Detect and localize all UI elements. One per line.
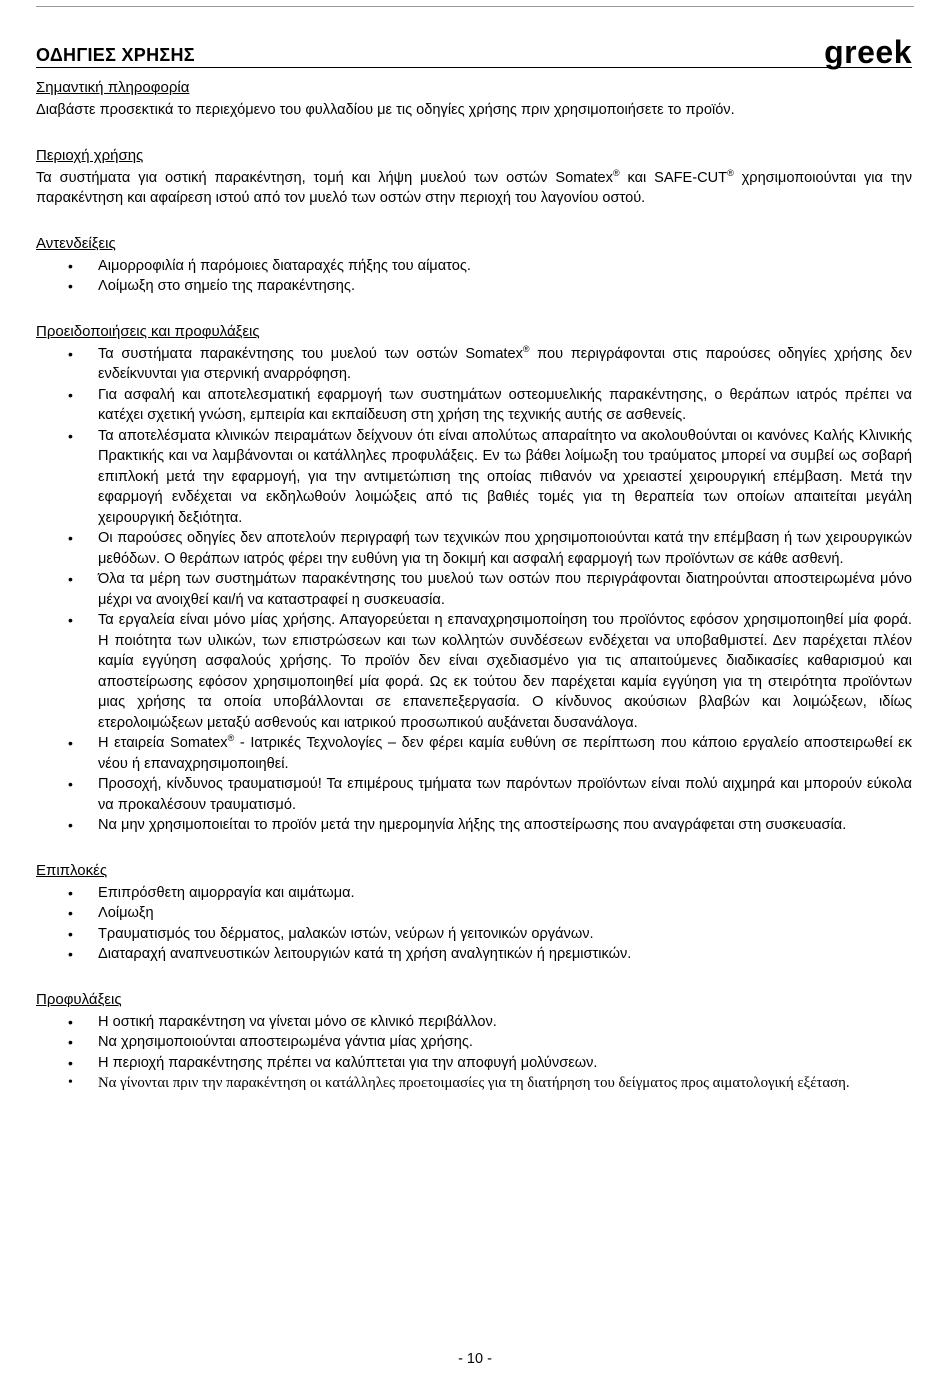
- list-item: • Να γίνονται πριν την παρακέντηση οι κατάλληλες προετοιμασίες για τη διατήρηση του δείγματος προς αιματολογική εξέταση.: [36, 1073, 912, 1094]
- document-title: ΟΔΗΓΙΕΣ ΧΡΗΣΗΣ: [36, 44, 195, 65]
- list-item: • Τα συστήματα παρακέντησης του μυελού των οστών Somatex® που περιγράφονται στις παρούσες οδηγίες χρήσης δεν ενδείκνυνται για στερνική αναρρόφηση.: [36, 344, 912, 385]
- list-item: • Η εταιρεία Somatex® - Ιατρικές Τεχνολογίες – δεν φέρει καμία ευθύνη σε περίπτωση που κάποιο εργαλείο αποστειρωθεί εκ νέου ή επαναχρησιμοποιηθεί.: [36, 733, 912, 774]
- list-item: • Αιμορροφιλία ή παρόμοιες διαταραχές πήξης του αίματος.: [36, 256, 912, 277]
- list-item: • Λοίμωξη: [36, 903, 912, 924]
- section-precautions: [36, 990, 912, 1094]
- top-rule: [36, 6, 914, 7]
- section-heading: Σημαντική πληροφορία: [36, 79, 190, 96]
- list-item: • Η οστική παρακέντηση να γίνεται μόνο σε κλινικό περιβάλλον.: [36, 1012, 912, 1033]
- section-heading: Περιοχή χρήσης: [36, 146, 144, 164]
- section-heading: Επιπλοκές: [36, 861, 108, 879]
- section-heading: Προειδοποιήσεις και προφυλάξεις: [36, 322, 260, 340]
- list-item: • Να μην χρησιμοποιείται το προϊόν μετά την ημερομηνία λήξης της αποστείρωσης που αναγράφεται στη συσκευασία.: [36, 815, 912, 836]
- section-heading: Αντενδείξεις: [36, 234, 116, 252]
- list-item: • Η περιοχή παρακέντησης πρέπει να καλύπτεται για την αποφυγή μολύνσεων.: [36, 1053, 912, 1074]
- section-contraindications: [36, 234, 912, 297]
- section-paragraph: Διαβάστε προσεκτικά το περιεχόμενο του φυλλαδίου με τις οδηγίες χρήσης πριν χρησιμοποιήσετε το προϊόν.: [36, 102, 735, 118]
- section-heading: Προφυλάξεις: [36, 990, 122, 1008]
- list-item: • Όλα τα μέρη των συστημάτων παρακέντησης του μυελού των οστών που περιγράφονται διατηρούνται αποστειρωμένα μόνο μέχρι να ανοιχθεί και/ή να καταστραφεί η συσκευασία.: [36, 569, 912, 610]
- bullet-list: [36, 1012, 912, 1094]
- list-item: • Επιπρόσθετη αιμορραγία και αιμάτωμα.: [36, 883, 912, 904]
- section-paragraph: Τα συστήματα για οστική παρακέντηση, τομή και λήψη μυελού των οστών Somatex® και SAFE-CUT® χρησιμοποιούνται για την παρακέντηση και αφαίρεση ιστού από τον μυελό των οστών στην περιοχή του λαγονίου οστού.: [36, 167, 912, 206]
- section-important-information: [36, 78, 912, 121]
- list-item: • Για ασφαλή και αποτελεσματική εφαρμογή των συστημάτων οστεομυελικής παρακέντησης, ο θεράπων ιατρός πρέπει να κατέχει σχετική γνώση, εμπειρία και εκπαίδευση στη χρήση της τεχνικής αυτής σε ασθενείς.: [36, 385, 912, 426]
- list-item: • Λοίμωξη στο σημείο της παρακέντησης.: [36, 276, 912, 297]
- bullet-list: [36, 344, 912, 836]
- list-item: • Διαταραχή αναπνευστικών λειτουργιών κατά τη χρήση αναλγητικών ή ηρεμιστικών.: [36, 944, 912, 965]
- section-warnings-and-precautions: [36, 322, 912, 836]
- page-header: [36, 34, 912, 68]
- list-item: • Οι παρούσες οδηγίες δεν αποτελούν περιγραφή των τεχνικών που χρησιμοποιούνται κατά την επέμβαση ή των χειρουργικών μεθόδων. Ο θεράπων ιατρός φέρει την ευθύνη για τη δοκιμή και ασφαλή εφαρμογή των προϊόντων σε κάθε ασθενή.: [36, 528, 912, 569]
- section-complications: [36, 861, 912, 965]
- list-item: • Τα εργαλεία είναι μόνο μίας χρήσης. Απαγορεύεται η επαναχρησιμοποίηση του προϊόντος εφόσον χρησιμοποιηθεί μία φορά. Η ποιότητα των υλικών, των επιστρώσεων και των κολλητών συνδέσεων ενδέχεται να υποβαθμιστεί. Δεν παρέχεται πλέον καμία εγγύηση ασφαλούς χρήσης. Το προϊόν δεν είναι σχεδιασμένο για τις απαιτούμενες διαδικασίες καθαρισμού και αποστείρωσης εφόσον χρησιμοποιηθεί μία φορά. Ως εκ τούτου δεν παρέχεται καμία εγγύηση για τη στειρότητα προϊόντων μιας χρήσης τα οποία υποβάλλονται σε επανεπεξεργασία. Ο κίνδυνος ακούσιων βλαβών και λοιμώξεων, ιδίως ετερολοιμώξεων μεταξύ ασθενούς και ιατρικού προσωπικού αυξάνεται δυσανάλογα.: [36, 610, 912, 733]
- language-label: greek: [824, 34, 912, 70]
- section-area-of-use: [36, 146, 912, 209]
- list-item: • Να χρησιμοποιούνται αποστειρωμένα γάντια μίας χρήσης.: [36, 1032, 912, 1053]
- list-item: • Τραυματισμός του δέρματος, μαλακών ιστών, νεύρων ή γειτονικών οργάνων.: [36, 924, 912, 945]
- list-item: • Τα αποτελέσματα κλινικών πειραμάτων δείχνουν ότι είναι απολύτως απαραίτητο να ακολουθούνται οι κανόνες Καλής Κλινικής Πρακτικής και να λαμβάνονται οι κατάλληλες προφυλάξεις. Εν τω βάθει λοίμωξη του τραύματος μπορεί να συμβεί ως σοβαρή επιπλοκή μετά την εφαρμογή, για την αντιμετώπιση της οποίας πιθανόν να χρειαστεί χειρουργική επέμβαση. Μετά την εφαρμογή ενδέχεται να εκδηλωθούν λοιμώξεις από τις βαθιές τομές για τη θεραπεία των οποίων απαιτείται μεγάλη χειρουργική δεξιότητα.: [36, 426, 912, 529]
- bullet-list: [36, 883, 912, 965]
- bullet-list: [36, 256, 912, 297]
- list-item: • Προσοχή, κίνδυνος τραυματισμού! Τα επιμέρους τμήματα των παρόντων προϊόντων είναι πολύ αιχμηρά και μπορούν εύκολα να προκαλέσουν τραυματισμό.: [36, 774, 912, 815]
- page-number: - 10 -: [458, 1351, 492, 1367]
- document-body: [36, 78, 912, 1119]
